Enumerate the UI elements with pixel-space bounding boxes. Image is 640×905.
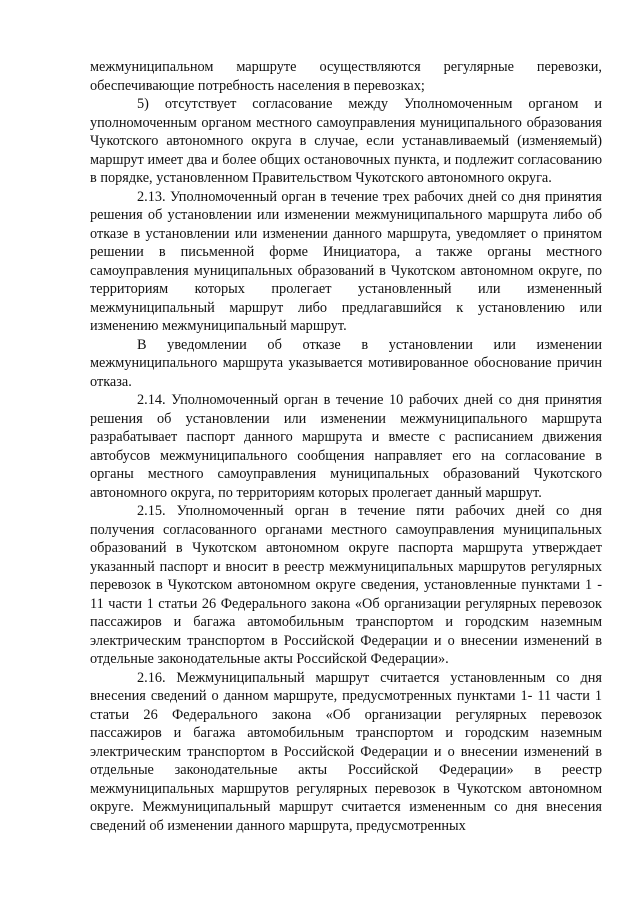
paragraph-section-2-15: 2.15. Уполномоченный орган в течение пяти рабочих дней со дня получения согласованного органами местного самоуправления муниципальных образований в Чукотском автономном округе паспорта маршрута утверждает указанный паспорт и вносит в реестр межмуниципальных маршрутов регулярных перевозок в Чукотском автономном округе сведения, установленные пунктами 1 - 11 части 1 статьи 26 Федерального закона «Об организации регулярных перевозок пассажиров и багажа автомобильным транспортом и городским наземным электрическим транспортом в Российской Федерации и о внесении изменений в отдельные законодательные акты Российской Федерации». bbox=[90, 503, 602, 667]
paragraph-item-5: 5) отсутствует согласование между Уполномоченным органом и уполномоченным органом местного самоуправления муниципального образования Чукотского автономного округа в случае, если устанавливаемый (изменяемый) маршрут имеет два и более общих остановочных пункта, и подлежит согласованию в порядке, установленном Правительством Чукотского автономного округа. bbox=[90, 96, 602, 186]
paragraph-refusal-notice: В уведомлении об отказе в установлении или изменении межмуниципального маршрута указывается мотивированное обоснование причин отказа. bbox=[90, 336, 602, 390]
paragraph-section-2-16: 2.16. Межмуниципальный маршрут считается установленным со дня внесения сведений о данном маршруте, предусмотренных пунктами 1- 11 части 1 статьи 26 Федерального закона «Об организации регулярных перевозок пассажиров и багажа автомобильным транспортом и городским наземным электрическим транспортом в Российской Федерации и о внесении изменений в отдельные законодательные акты Российской Федерации» в реестр межмуниципальных маршрутов регулярных перевозок в Чукотском автономном округе. Межмуниципальный маршрут считается измененным со дня внесения сведений об изменении данного маршрута, предусмотренных bbox=[90, 669, 602, 834]
paragraph-section-2-13: 2.13. Уполномоченный орган в течение трех рабочих дней со дня принятия решения об установлении или изменении межмуниципального маршрута либо об отказе в установлении или изменении данного маршрута, уведомляет о принятом решении в письменной форме Инициатора, а также органы местного самоуправления муниципальных образований в Чукотском автономном округе, по территориям которых пролегает установленный или измененный межмуниципальный маршрут либо предлагавшийся к установлению или изменению межмуниципальный маршрут. bbox=[90, 188, 602, 334]
document-page bbox=[90, 58, 602, 835]
paragraph-section-2-14: 2.14. Уполномоченный орган в течение 10 рабочих дней со дня принятия решения об установлении или изменении межмуниципального маршрута разрабатывает паспорт данного маршрута и вместе с расписанием движения автобусов межмуниципального сообщения направляет его на согласование в органы местного самоуправления муниципальных образований Чукотского автономного округа, по территориям которых пролегает данный маршрут. bbox=[90, 392, 602, 501]
paragraph-continuation: межмуниципальном маршруте осуществляются регулярные перевозки, обеспечивающие потребность населения в перевозках; bbox=[90, 59, 602, 94]
